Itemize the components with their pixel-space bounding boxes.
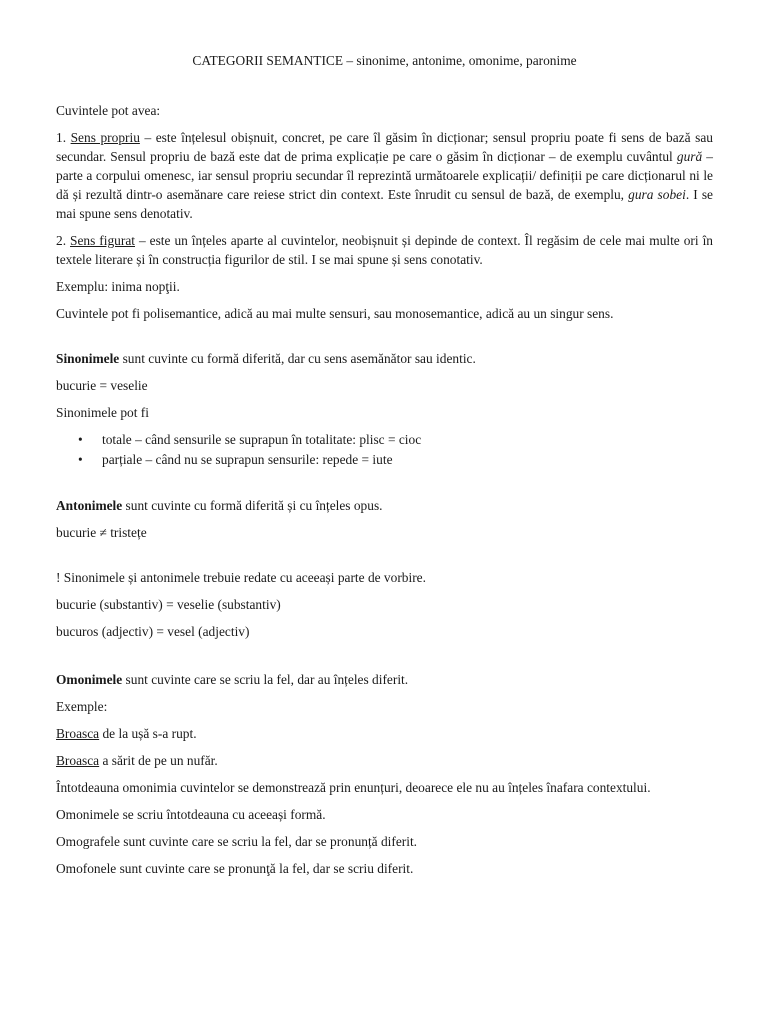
definition-text: sunt cuvinte care se scriu la fel, dar au înțeles diferit. bbox=[122, 672, 409, 687]
homonym-word: Broasca bbox=[56, 726, 100, 741]
paragraph-text: – este înțelesul obișnuit, concret, pe care îl găsim în dicționar; sensul propriu poate fi sens de bază sau secundar. Sensul propriu de bază este dat de prima explicație pe care o găsim în dicționar – de exemplu cuvântul bbox=[56, 130, 713, 164]
example-phrase: gura sobei bbox=[628, 187, 686, 202]
term-antonyms: Antonimele bbox=[56, 498, 123, 513]
paragraph-text: – este un înțeles aparte al cuvintelor, neobișnuit și depinde de context. Îl regăsim de cele mai multe ori în textele literare și în construcția figurilor de stil. I se mai spune și sens conotativ. bbox=[56, 233, 713, 267]
paragraph-text: – parte a corpului omenesc, iar sensul propriu secundar îl reprezintă următoarele explicații/ definiții pe care dicționarul ni le dă și rezultă dintr-o asemănare care reiese strict din context. Este înrudit cu sensul de bază, de exemplu, bbox=[56, 149, 713, 202]
antonyms-definition bbox=[56, 496, 713, 515]
list-number: 1. bbox=[56, 130, 71, 145]
note-line: ! Sinonimele și antonimele trebuie redate cu aceeași parte de vorbire. bbox=[56, 570, 426, 585]
note-example-2: bucuros (adjectiv) = vesel (adjectiv) bbox=[56, 624, 250, 639]
definition-text: sunt cuvinte cu formă diferită și cu înțeles opus. bbox=[122, 498, 383, 513]
term-sens-figurat: Sens figurat bbox=[70, 233, 135, 248]
paragraph-sens-figurat bbox=[56, 231, 713, 269]
homonymy-context-line: Întotdeauna omonimia cuvintelor se demonstrează prin enunțuri, deoarece ele nu au înțeles înafara contextului. bbox=[56, 780, 651, 795]
antonyms-example: bucurie ≠ tristețe bbox=[56, 525, 147, 540]
homonym-example-1 bbox=[56, 724, 713, 743]
term-synonyms: Sinonimele bbox=[56, 351, 120, 366]
synonyms-definition bbox=[56, 349, 713, 368]
list-number: 2. bbox=[56, 233, 71, 248]
list-item: • parțiale – când nu se suprapun sensurile: repede = iute bbox=[102, 450, 713, 469]
synonyms-types-intro: Sinonimele pot fi bbox=[56, 405, 149, 420]
term-sens-propriu: Sens propriu bbox=[70, 130, 140, 145]
list-item: • totale – când sensurile se suprapun în totalitate: plisc = cioc bbox=[102, 430, 713, 449]
example-text: a sărit de pe un nufăr. bbox=[99, 753, 218, 768]
paragraph-sens-propriu bbox=[56, 128, 713, 223]
document-title: CATEGORII SEMANTICE – sinonime, antonime, omonime, paronime bbox=[192, 53, 577, 68]
homonyms-definition bbox=[56, 670, 713, 689]
definition-text: sunt cuvinte cu formă diferită, dar cu sens asemănător sau identic. bbox=[119, 351, 476, 366]
example-text: de la ușă s-a rupt. bbox=[99, 726, 197, 741]
synonyms-types-list bbox=[56, 430, 713, 469]
homophones-line: Omofonele sunt cuvinte care se pronunţă la fel, dar se scriu diferit. bbox=[56, 861, 414, 876]
note-example-1: bucurie (substantiv) = veselie (substantiv) bbox=[56, 597, 281, 612]
same-form-line: Omonimele se scriu întotdeauna cu aceeași formă. bbox=[56, 807, 326, 822]
term-homonyms: Omonimele bbox=[56, 672, 123, 687]
homonym-example-2 bbox=[56, 751, 713, 770]
examples-label: Exemple: bbox=[56, 699, 108, 714]
homonym-word: Broasca bbox=[56, 753, 100, 768]
synonyms-example: bucurie = veselie bbox=[56, 378, 148, 393]
intro-line: Cuvintele pot avea: bbox=[56, 103, 161, 118]
paragraph-text: . I se mai spune sens denotativ. bbox=[56, 187, 713, 221]
example-word: gură bbox=[676, 149, 703, 164]
example-line: Exemplu: inima nopţii. bbox=[56, 279, 180, 294]
homographs-line: Omografele sunt cuvinte care se scriu la fel, dar se pronunță diferit. bbox=[56, 834, 418, 849]
document-body bbox=[56, 51, 713, 886]
polysemantic-line: Cuvintele pot fi polisemantice, adică au mai multe sensuri, sau monosemantice, adică au un singur sens. bbox=[56, 306, 614, 321]
